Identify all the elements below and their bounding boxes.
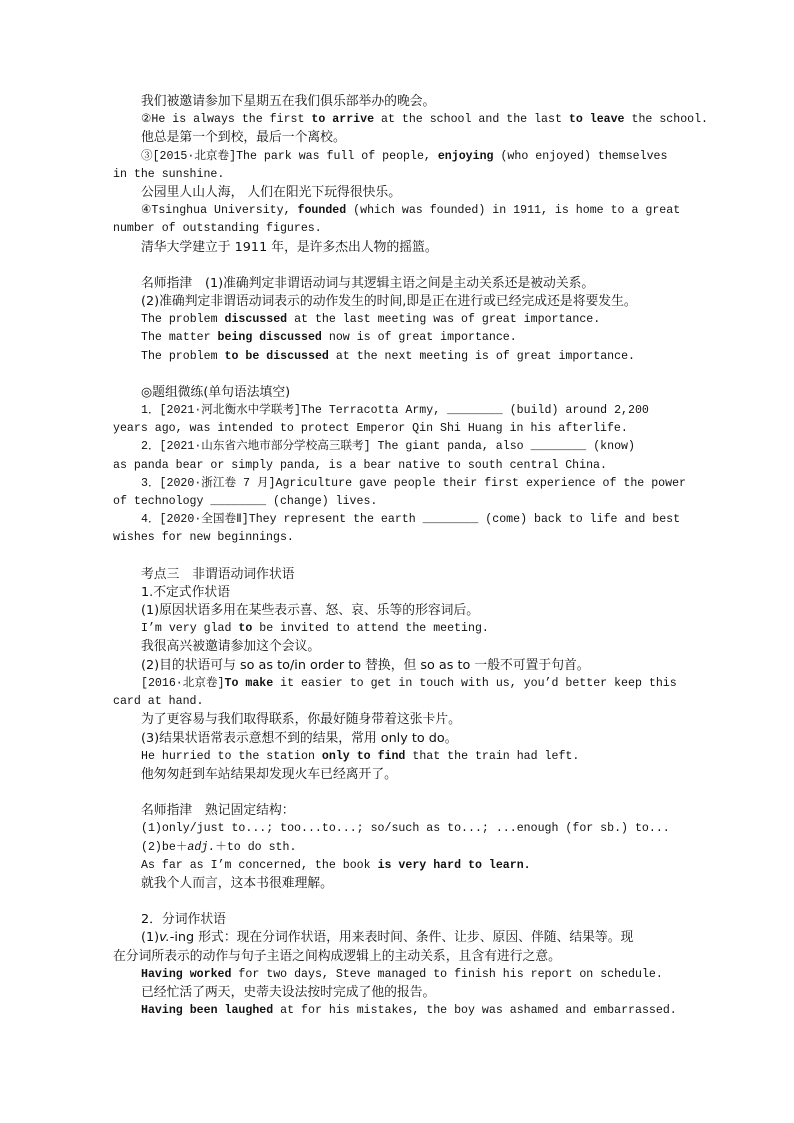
example-sentence: [2016·北京卷]To make it easier to get in touch with us, you’d better keep this <box>141 676 677 690</box>
rule-text: (3)结果状语常表示意想不到的结果，常用 only to do。 <box>141 730 458 746</box>
fixed-structure: (2)be＋adj.＋to do sth. <box>141 840 297 854</box>
chinese-translation: 就我个人而言，这本书很难理解。 <box>141 875 333 891</box>
example-sentence: He hurried to the station only to find that the train had left. <box>141 749 580 763</box>
teacher-tip-heading: 名师指津 (1)准确判定非谓语动词与其逻辑主语之间是主动关系还是被动关系。 <box>141 275 595 291</box>
fixed-structure: (1)only/just to...; too...to...; so/such as to...; ...enough (for sb.) to... <box>141 822 670 836</box>
rule-text-cont: 在分词所表示的动作与句子主语之间构成逻辑上的主动关系，且含有进行之意。 <box>113 948 561 964</box>
exercise-question-cont: wishes for new beginnings. <box>113 531 294 545</box>
chinese-translation: 我很高兴被邀请参加这个会议。 <box>141 639 321 655</box>
chinese-translation: 他总是第一个到校，最后一个离校。 <box>141 130 346 146</box>
chinese-translation: 公园里人山人海， 人们在阳光下玩得很快乐。 <box>141 185 402 201</box>
chinese-translation: 清华大学建立于 1911 年，是许多杰出人物的摇篮。 <box>141 239 438 255</box>
exercise-heading: ◎题组微练(单句语法填空) <box>141 384 291 400</box>
subsection-heading: 1.不定式作状语 <box>141 584 230 600</box>
example-sentence: The problem to be discussed at the next meeting is of great importance. <box>141 349 635 363</box>
example-sentence: I’m very glad to be invited to attend the meeting. <box>141 622 489 636</box>
exercise-question: 2．[2021·山东省六地市部分学校高三联考] The giant panda, also ________ (know) <box>141 440 635 454</box>
chinese-translation: 他匆匆赶到车站结果却发现火车已经离开了。 <box>141 766 397 782</box>
example-sentence-cont: card at hand. <box>113 695 204 709</box>
subsection-heading: 2．分词作状语 <box>141 912 226 928</box>
chinese-translation: 已经忙活了两天，史蒂夫设法按时完成了他的报告。 <box>141 984 436 1000</box>
rule-text: (2)目的状语可与 so as to/in order to 替换，但 so as to 一般不可置于句首。 <box>141 657 590 673</box>
chinese-translation: 我们被邀请参加下星期五在我们俱乐部举办的晚会。 <box>141 94 436 109</box>
chinese-translation: 为了更容易与我们取得联系，你最好随身带着这张卡片。 <box>141 712 461 728</box>
rule-text: (1)原因状语多用在某些表示喜、怒、哀、乐等的形容词后。 <box>141 603 480 619</box>
exercise-question: 4．[2020·全国卷Ⅱ]They represent the earth ________ (come) back to life and best <box>141 513 681 527</box>
example-sentence: As far as I’m concerned, the book is very hard to learn. <box>141 858 531 872</box>
example-sentence: Having been laughed at for his mistakes, the boy was ashamed and embarrassed. <box>141 1004 677 1018</box>
exercise-question-cont: years ago, was intended to protect Emperor Qin Shi Huang in his afterlife. <box>113 422 628 436</box>
rule-text: (1)v.-ing 形式：现在分词作状语，用来表时间、条件、让步、原因、伴随、结果等。现 <box>141 930 634 946</box>
example-sentence: ③[2015·北京卷]The park was full of people, enjoying (who enjoyed) themselves <box>141 149 668 163</box>
exercise-question-cont: of technology ________ (change) lives. <box>113 495 378 509</box>
teacher-tip-heading: 名师指津 熟记固定结构： <box>141 803 295 819</box>
exercise-question-cont: as panda bear or simply panda, is a bear native to south central China. <box>113 458 607 472</box>
example-sentence: ④Tsinghua University, founded (which was founded) in 1911, is home to a great <box>141 204 681 218</box>
example-sentence: The problem discussed at the last meeting was of great importance. <box>141 313 601 327</box>
teacher-tip-text: (2)准确判定非谓语动词表示的动作发生的时间,即是正在进行或已经完成还是将要发生。 <box>141 294 637 310</box>
section-heading: 考点三 非谓语动词作状语 <box>141 566 295 582</box>
example-sentence-cont: number of outstanding figures. <box>113 222 322 236</box>
document-body <box>113 93 709 1020</box>
example-sentence-cont: in the sunshine. <box>113 167 225 181</box>
example-sentence: Having worked for two days, Steve managed to finish his report on schedule. <box>141 967 663 981</box>
example-sentence: The matter being discussed now is of great importance. <box>141 331 517 345</box>
example-sentence: ②He is always the first to arrive at the school and the last to leave the school. <box>141 113 709 127</box>
exercise-question: 3．[2020·浙江卷 7 月]Agriculture gave people their first experience of the power <box>141 476 686 490</box>
exercise-question: 1．[2021·河北衡水中学联考]The Terracotta Army, ________ (build) around 2,200 <box>141 404 649 418</box>
